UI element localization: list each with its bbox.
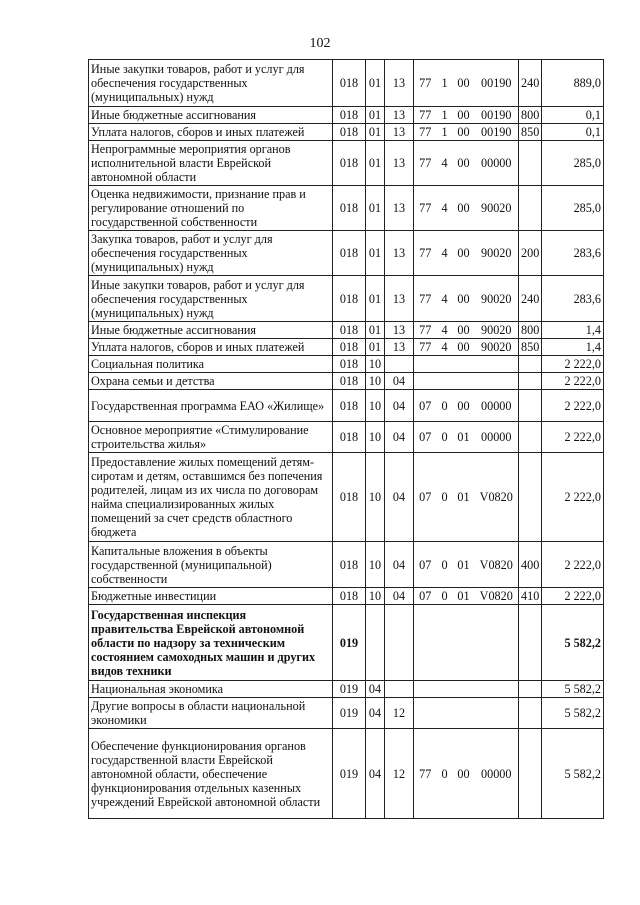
row-name: Национальная экономика (89, 681, 333, 698)
cell-vr (519, 141, 542, 186)
cell-rz: 10 (366, 453, 385, 542)
cell-target-1: 77 (414, 141, 437, 186)
cell-target-1: 07 (414, 542, 437, 588)
cell-pr: 13 (385, 186, 414, 231)
cell-rz: 10 (366, 542, 385, 588)
table-row (89, 124, 604, 141)
cell-rz: 04 (366, 729, 385, 819)
cell-target-1: 07 (414, 422, 437, 453)
cell-vr: 850 (519, 124, 542, 141)
table-row (89, 231, 604, 276)
table-row (89, 588, 604, 605)
cell-vr: 800 (519, 107, 542, 124)
cell-amount: 2 222,0 (542, 373, 604, 390)
row-name: Уплата налогов, сборов и иных платежей (89, 124, 333, 141)
cell-target-1: 77 (414, 339, 437, 356)
row-name: Непрограммные мероприятия органов исполнительной власти Еврейской автономной области (89, 141, 333, 186)
cell-target-2: 0 (437, 729, 453, 819)
row-name: Иные бюджетные ассигнования (89, 322, 333, 339)
cell-target-4: 00000 (475, 422, 519, 453)
cell-gr: 018 (333, 231, 366, 276)
cell-target-4: 00190 (475, 124, 519, 141)
row-name: Основное мероприятие «Стимулирование строительства жилья» (89, 422, 333, 453)
cell-target-4: V0820 (475, 453, 519, 542)
cell-target-1 (414, 605, 437, 681)
cell-target-3: 01 (453, 588, 475, 605)
row-name: Иные закупки товаров, работ и услуг для обеспечения государственных (муниципальных) нужд (89, 60, 333, 107)
cell-pr (385, 681, 414, 698)
cell-amount: 5 582,2 (542, 681, 604, 698)
cell-target-4: 00000 (475, 390, 519, 422)
table-row (89, 356, 604, 373)
cell-amount: 0,1 (542, 124, 604, 141)
row-name: Обеспечение функционирования органов государственной власти Еврейской автономной области, обеспечение функционирования отдельных казенных учреждений Еврейской автономной области (89, 729, 333, 819)
cell-target-1 (414, 698, 437, 729)
cell-gr: 018 (333, 141, 366, 186)
row-name: Иные бюджетные ассигнования (89, 107, 333, 124)
cell-rz: 10 (366, 373, 385, 390)
cell-pr: 13 (385, 124, 414, 141)
cell-pr: 04 (385, 453, 414, 542)
cell-target-3: 00 (453, 107, 475, 124)
cell-pr: 04 (385, 390, 414, 422)
table-row (89, 107, 604, 124)
cell-gr: 019 (333, 605, 366, 681)
cell-gr: 018 (333, 107, 366, 124)
cell-target-4: V0820 (475, 588, 519, 605)
row-name: Предоставление жилых помещений детям-сиротам и детям, оставшимся без попечения родителей, лицам из их числа по договорам найма специализированных жилых помещений за счет средств областного бюджета (89, 453, 333, 542)
table-row (89, 422, 604, 453)
cell-vr (519, 186, 542, 231)
cell-vr (519, 373, 542, 390)
cell-rz: 01 (366, 186, 385, 231)
cell-pr: 12 (385, 729, 414, 819)
cell-pr: 13 (385, 141, 414, 186)
cell-pr: 13 (385, 339, 414, 356)
cell-rz: 10 (366, 390, 385, 422)
cell-target-4: V0820 (475, 542, 519, 588)
cell-vr: 200 (519, 231, 542, 276)
cell-target-3: 00 (453, 124, 475, 141)
cell-vr (519, 422, 542, 453)
cell-pr: 13 (385, 231, 414, 276)
cell-gr: 018 (333, 60, 366, 107)
cell-gr: 018 (333, 339, 366, 356)
cell-target-3 (453, 605, 475, 681)
cell-target-1: 07 (414, 453, 437, 542)
table-row (89, 60, 604, 107)
cell-target-2: 1 (437, 124, 453, 141)
table-row (89, 322, 604, 339)
cell-target-3 (453, 356, 475, 373)
cell-target-2 (437, 356, 453, 373)
table-row (89, 141, 604, 186)
cell-target-3: 00 (453, 729, 475, 819)
row-name: Государственная инспекция правительства Еврейской автономной области по надзору за техническим состоянием самоходных машин и других видов техники (89, 605, 333, 681)
cell-target-4: 90020 (475, 186, 519, 231)
cell-target-1: 07 (414, 390, 437, 422)
cell-rz: 01 (366, 322, 385, 339)
cell-target-4: 00190 (475, 60, 519, 107)
table-row (89, 681, 604, 698)
cell-target-3: 00 (453, 60, 475, 107)
cell-target-2: 4 (437, 276, 453, 322)
row-name: Бюджетные инвестиции (89, 588, 333, 605)
cell-vr: 400 (519, 542, 542, 588)
cell-gr: 018 (333, 186, 366, 231)
cell-amount: 0,1 (542, 107, 604, 124)
cell-target-2: 4 (437, 322, 453, 339)
cell-rz: 01 (366, 124, 385, 141)
cell-target-4 (475, 605, 519, 681)
cell-pr: 13 (385, 60, 414, 107)
cell-pr: 13 (385, 107, 414, 124)
cell-rz: 10 (366, 356, 385, 373)
cell-target-4 (475, 356, 519, 373)
cell-target-3: 00 (453, 390, 475, 422)
row-name: Социальная политика (89, 356, 333, 373)
cell-vr: 240 (519, 60, 542, 107)
cell-gr: 019 (333, 681, 366, 698)
cell-gr: 018 (333, 124, 366, 141)
cell-vr (519, 729, 542, 819)
row-name: Государственная программа ЕАО «Жилище» (89, 390, 333, 422)
cell-pr: 13 (385, 276, 414, 322)
row-name: Другие вопросы в области национальной экономики (89, 698, 333, 729)
cell-target-3: 00 (453, 231, 475, 276)
cell-target-4: 90020 (475, 276, 519, 322)
table-row (89, 390, 604, 422)
row-name: Иные закупки товаров, работ и услуг для обеспечения государственных (муниципальных) нужд (89, 276, 333, 322)
cell-target-2: 0 (437, 390, 453, 422)
cell-gr: 018 (333, 453, 366, 542)
cell-amount: 5 582,2 (542, 605, 604, 681)
cell-vr (519, 356, 542, 373)
cell-vr (519, 605, 542, 681)
cell-target-4 (475, 681, 519, 698)
cell-vr: 410 (519, 588, 542, 605)
cell-vr: 800 (519, 322, 542, 339)
table-row (89, 605, 604, 681)
cell-target-4 (475, 373, 519, 390)
cell-gr: 018 (333, 542, 366, 588)
cell-amount: 2 222,0 (542, 453, 604, 542)
cell-target-3: 00 (453, 141, 475, 186)
cell-rz: 01 (366, 141, 385, 186)
cell-amount: 285,0 (542, 186, 604, 231)
cell-target-2: 0 (437, 588, 453, 605)
cell-target-3: 01 (453, 542, 475, 588)
table-row (89, 186, 604, 231)
cell-target-1 (414, 356, 437, 373)
cell-gr: 018 (333, 373, 366, 390)
cell-target-1: 77 (414, 186, 437, 231)
cell-target-3: 00 (453, 186, 475, 231)
cell-gr: 018 (333, 422, 366, 453)
cell-target-2: 4 (437, 141, 453, 186)
cell-rz: 01 (366, 276, 385, 322)
cell-target-3 (453, 373, 475, 390)
table-row (89, 698, 604, 729)
cell-amount: 1,4 (542, 322, 604, 339)
cell-target-1: 07 (414, 588, 437, 605)
cell-target-3: 01 (453, 422, 475, 453)
cell-target-2: 4 (437, 339, 453, 356)
cell-gr: 018 (333, 356, 366, 373)
cell-rz: 04 (366, 698, 385, 729)
cell-amount: 1,4 (542, 339, 604, 356)
cell-gr: 018 (333, 390, 366, 422)
cell-rz: 01 (366, 107, 385, 124)
cell-target-4 (475, 698, 519, 729)
cell-target-3 (453, 681, 475, 698)
table-row (89, 729, 604, 819)
cell-rz: 04 (366, 681, 385, 698)
cell-target-3: 00 (453, 322, 475, 339)
cell-amount: 285,0 (542, 141, 604, 186)
table-row (89, 276, 604, 322)
cell-pr: 12 (385, 698, 414, 729)
row-name: Уплата налогов, сборов и иных платежей (89, 339, 333, 356)
cell-vr: 850 (519, 339, 542, 356)
row-name: Оценка недвижимости, признание прав и регулирование отношений по государственной собственности (89, 186, 333, 231)
cell-pr (385, 605, 414, 681)
cell-target-2 (437, 698, 453, 729)
cell-pr: 04 (385, 542, 414, 588)
cell-amount: 5 582,2 (542, 729, 604, 819)
cell-vr (519, 681, 542, 698)
cell-target-1 (414, 681, 437, 698)
table-row (89, 339, 604, 356)
cell-pr: 04 (385, 373, 414, 390)
cell-target-2: 1 (437, 60, 453, 107)
cell-rz: 10 (366, 588, 385, 605)
cell-target-2: 0 (437, 453, 453, 542)
cell-pr: 04 (385, 588, 414, 605)
cell-target-1: 77 (414, 60, 437, 107)
cell-amount: 2 222,0 (542, 356, 604, 373)
cell-gr: 019 (333, 729, 366, 819)
cell-target-1: 77 (414, 322, 437, 339)
cell-pr (385, 356, 414, 373)
row-name: Охрана семьи и детства (89, 373, 333, 390)
cell-target-2: 4 (437, 231, 453, 276)
cell-target-4: 00000 (475, 729, 519, 819)
cell-target-1: 77 (414, 729, 437, 819)
cell-rz: 01 (366, 339, 385, 356)
row-name: Капитальные вложения в объекты государственной (муниципальной) собственности (89, 542, 333, 588)
cell-target-1: 77 (414, 124, 437, 141)
cell-target-1: 77 (414, 107, 437, 124)
cell-target-3: 01 (453, 453, 475, 542)
cell-amount: 2 222,0 (542, 542, 604, 588)
table-row (89, 453, 604, 542)
cell-vr (519, 698, 542, 729)
cell-target-3 (453, 698, 475, 729)
cell-gr: 018 (333, 322, 366, 339)
cell-amount: 889,0 (542, 60, 604, 107)
cell-target-1 (414, 373, 437, 390)
cell-rz: 10 (366, 422, 385, 453)
budget-table (88, 59, 604, 819)
cell-amount: 283,6 (542, 231, 604, 276)
cell-amount: 283,6 (542, 276, 604, 322)
table-row (89, 542, 604, 588)
page-number: 102 (309, 36, 331, 51)
cell-target-2 (437, 373, 453, 390)
cell-target-2: 0 (437, 422, 453, 453)
cell-target-1: 77 (414, 231, 437, 276)
cell-rz (366, 605, 385, 681)
cell-rz: 01 (366, 60, 385, 107)
cell-gr: 018 (333, 276, 366, 322)
cell-target-4: 90020 (475, 322, 519, 339)
cell-amount: 2 222,0 (542, 422, 604, 453)
cell-target-2 (437, 605, 453, 681)
cell-target-4: 00190 (475, 107, 519, 124)
cell-target-2: 4 (437, 186, 453, 231)
cell-amount: 5 582,2 (542, 698, 604, 729)
cell-vr (519, 390, 542, 422)
cell-vr (519, 453, 542, 542)
cell-vr: 240 (519, 276, 542, 322)
cell-target-3: 00 (453, 339, 475, 356)
cell-rz: 01 (366, 231, 385, 276)
cell-amount: 2 222,0 (542, 588, 604, 605)
cell-gr: 019 (333, 698, 366, 729)
row-name: Закупка товаров, работ и услуг для обеспечения государственных (муниципальных) нужд (89, 231, 333, 276)
cell-target-4: 90020 (475, 339, 519, 356)
cell-target-1: 77 (414, 276, 437, 322)
table-row (89, 373, 604, 390)
cell-pr: 13 (385, 322, 414, 339)
cell-target-4: 90020 (475, 231, 519, 276)
cell-amount: 2 222,0 (542, 390, 604, 422)
cell-target-3: 00 (453, 276, 475, 322)
cell-target-2: 1 (437, 107, 453, 124)
cell-target-2: 0 (437, 542, 453, 588)
cell-gr: 018 (333, 588, 366, 605)
cell-pr: 04 (385, 422, 414, 453)
budget-table-body (89, 60, 604, 819)
cell-target-2 (437, 681, 453, 698)
cell-target-4: 00000 (475, 141, 519, 186)
